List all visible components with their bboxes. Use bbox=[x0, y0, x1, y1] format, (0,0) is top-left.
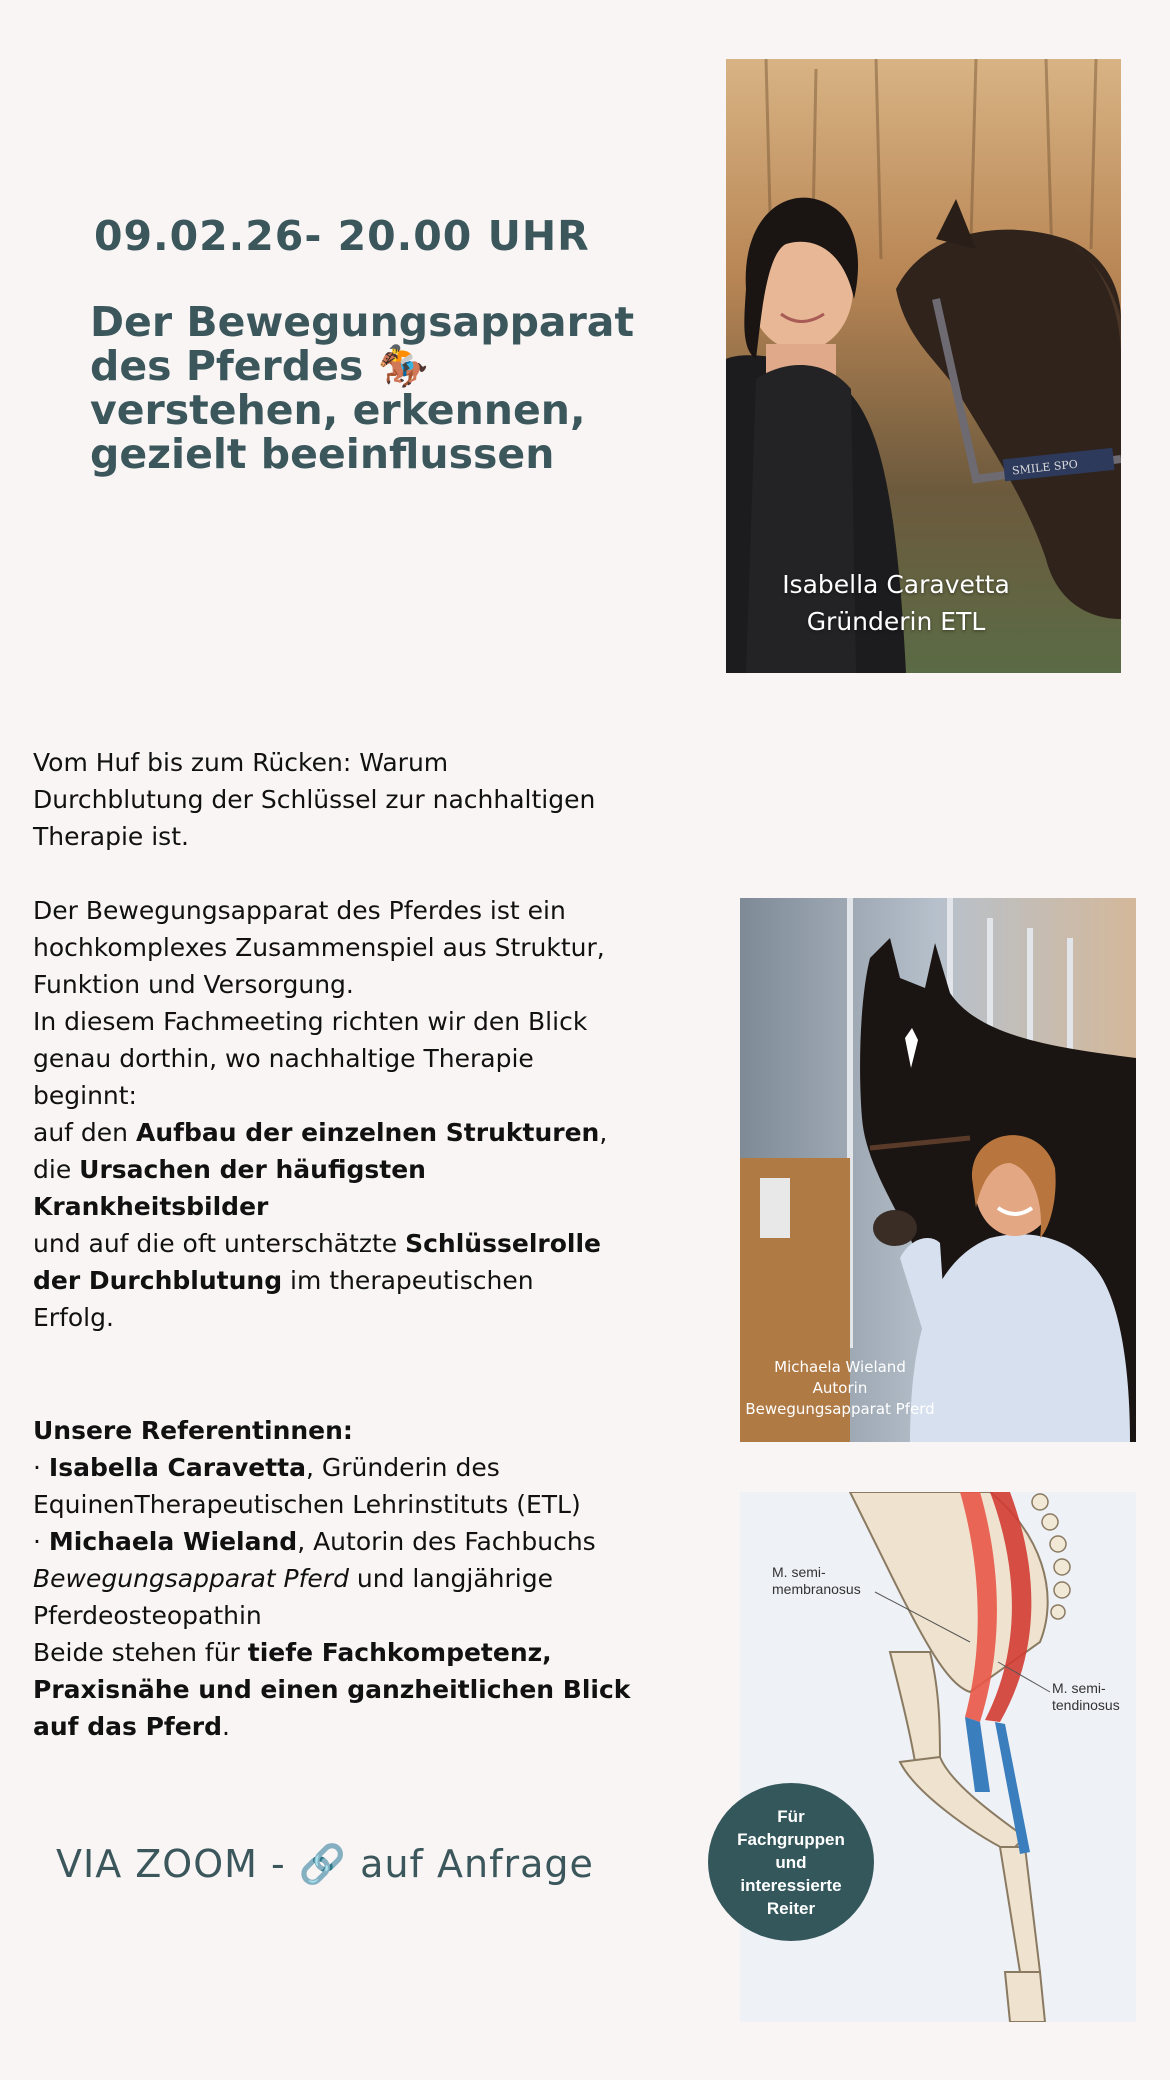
body-text: und auf die oft unterschätzte bbox=[33, 1229, 406, 1258]
label-line: tendinosus bbox=[1052, 1697, 1120, 1713]
speaker-line bbox=[33, 1671, 693, 1708]
body-text: , bbox=[599, 1118, 608, 1147]
speaker-line: Pferdeosteopathin bbox=[33, 1601, 262, 1630]
speakers-section bbox=[33, 1412, 693, 1745]
speaker-emphasis: auf das Pferd bbox=[33, 1712, 222, 1741]
body-emphasis: Schlüsselrolle bbox=[405, 1229, 601, 1258]
speaker-line bbox=[33, 1523, 693, 1560]
intro-paragraph bbox=[33, 744, 693, 855]
body-line bbox=[33, 1262, 693, 1299]
photo1-caption bbox=[726, 566, 1066, 640]
event-date: 09.02.26- 20.00 UHR bbox=[94, 212, 590, 260]
body-line: hochkomplexes Zusammenspiel aus Struktur, bbox=[33, 933, 605, 962]
speaker-emphasis: tiefe Fachkompetenz, bbox=[247, 1638, 552, 1667]
speaker-text: Beide stehen für bbox=[33, 1638, 248, 1667]
speaker-text: . bbox=[221, 1712, 230, 1741]
speaker-name: Michaela Wieland bbox=[48, 1527, 298, 1556]
bullet: · bbox=[33, 1453, 49, 1482]
zoom-info: VIA ZOOM - 🔗 auf Anfrage bbox=[56, 1842, 594, 1886]
description-paragraph bbox=[33, 892, 693, 1336]
speaker-line bbox=[33, 1449, 693, 1486]
intro-line: Therapie ist. bbox=[33, 822, 189, 851]
speaker-line bbox=[33, 1708, 693, 1745]
body-line: beginnt: bbox=[33, 1081, 137, 1110]
photo2-caption bbox=[740, 1357, 940, 1420]
badge-line: Reiter bbox=[766, 1898, 816, 1918]
badge-line: interessierte bbox=[740, 1875, 842, 1895]
body-text: die bbox=[33, 1155, 80, 1184]
caption-name: Isabella Caravetta bbox=[782, 570, 1010, 599]
speaker-text: , Gründerin des bbox=[305, 1453, 500, 1482]
anatomy-illustration bbox=[740, 1492, 1136, 2022]
label-semitendinosus bbox=[1052, 1680, 1120, 1714]
body-line: Funktion und Versorgung. bbox=[33, 970, 354, 999]
caption-line: Michaela Wieland bbox=[774, 1358, 906, 1376]
label-line: M. semi- bbox=[1052, 1680, 1106, 1696]
body-emphasis: Aufbau der einzelnen Strukturen bbox=[135, 1118, 600, 1147]
body-emphasis: Ursachen der häufigsten bbox=[79, 1155, 426, 1184]
speaker-text: , Autorin des Fachbuchs bbox=[297, 1527, 596, 1556]
halter-text: SMILE SPO bbox=[1011, 457, 1079, 478]
speaker-emphasis: Praxisnähe und einen ganzheitlichen Blick bbox=[33, 1675, 631, 1704]
label-semimembranosus bbox=[772, 1564, 861, 1598]
speaker-line bbox=[33, 1634, 693, 1671]
body-line: Erfolg. bbox=[33, 1303, 114, 1332]
speaker-line: EquinenTherapeutischen Lehrinstituts (ETL) bbox=[33, 1490, 581, 1519]
title-line: des Pferdes 🏇 bbox=[90, 342, 429, 390]
speaker-name: Isabella Caravetta bbox=[48, 1453, 306, 1482]
body-line: In diesem Fachmeeting richten wir den Blick bbox=[33, 1007, 588, 1036]
body-line bbox=[33, 1225, 693, 1262]
bullet: · bbox=[33, 1527, 49, 1556]
title-line: Der Bewegungsapparat bbox=[90, 298, 635, 346]
body-emphasis: der Durchblutung bbox=[33, 1266, 283, 1295]
body-emphasis: Krankheitsbilder bbox=[33, 1192, 269, 1221]
badge-line: und bbox=[775, 1852, 807, 1872]
caption-line: Autorin bbox=[812, 1379, 868, 1397]
body-text: im therapeutischen bbox=[282, 1266, 534, 1295]
title-line: verstehen, erkennen, bbox=[90, 386, 586, 434]
intro-line: Vom Huf bis zum Rücken: Warum bbox=[33, 748, 449, 777]
speaker-line bbox=[33, 1560, 693, 1597]
speakers-heading-text: Unsere Referentinnen: bbox=[33, 1416, 353, 1445]
badge-line: Fachgruppen bbox=[737, 1829, 845, 1849]
body-line bbox=[33, 1188, 693, 1225]
audience-badge bbox=[708, 1783, 874, 1941]
label-line: M. semi- bbox=[772, 1564, 826, 1580]
body-line: Der Bewegungsapparat des Pferdes ist ein bbox=[33, 896, 566, 925]
label-line: membranosus bbox=[772, 1581, 861, 1597]
caption-role: Gründerin ETL bbox=[806, 607, 986, 636]
body-text: auf den bbox=[33, 1118, 136, 1147]
title-line: gezielt beeinflussen bbox=[90, 430, 555, 478]
body-line: genau dorthin, wo nachhaltige Therapie bbox=[33, 1044, 534, 1073]
speaker-text: und langjährige bbox=[348, 1564, 553, 1593]
body-line bbox=[33, 1114, 693, 1151]
body-line bbox=[33, 1151, 693, 1188]
speakers-heading bbox=[33, 1412, 693, 1449]
caption-line: Bewegungsapparat Pferd bbox=[745, 1400, 935, 1418]
intro-line: Durchblutung der Schlüssel zur nachhaltigen bbox=[33, 785, 596, 814]
event-title bbox=[90, 300, 690, 476]
badge-line: Für bbox=[777, 1806, 805, 1826]
book-title: Bewegungsapparat Pferd bbox=[33, 1564, 349, 1593]
